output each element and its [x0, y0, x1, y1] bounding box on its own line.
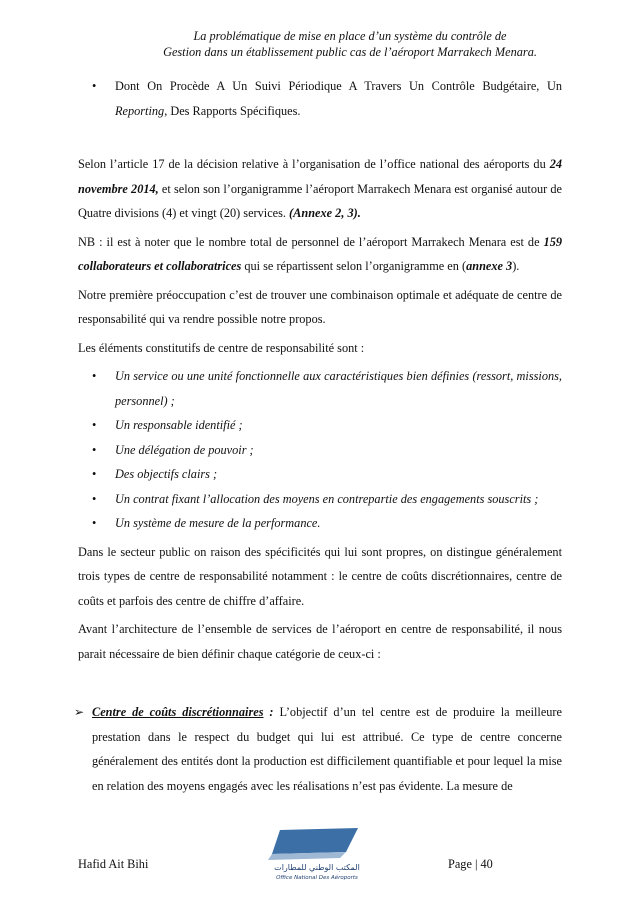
paragraph-architecture: Avant l’architecture de l’ensemble de services de l’aéroport en centre de responsabilité, il nous parait nécessaire de bien définir chaque catégorie de ceux-ci : — [78, 622, 562, 661]
elements-bullet-list — [78, 364, 562, 536]
bullet-icon: • — [92, 467, 97, 481]
footer-author: Hafid Ait Bihi — [78, 857, 149, 871]
list-item: • Un responsable identifié ; — [78, 413, 562, 438]
svg-text:المكتب الوطني للمطارات: المكتب الوطني للمطارات — [274, 863, 360, 872]
header-line-1: La problématique de mise en place d’un système du contrôle de — [193, 29, 507, 43]
list-item: • Un système de mesure de la performance. — [78, 511, 562, 536]
paragraph-nb: NB : il est à noter que le nombre total de personnel de l’aéroport Marrakech Menara est de 159 collaborateurs et collaboratrices qui se répartissent selon l’organigramme en (annexe 3). — [78, 234, 562, 273]
header-line-2: Gestion dans un établissement public cas de l’aéroport Marrakech Menara. — [163, 45, 537, 59]
paragraph-public-sector: Dans le secteur public on raison des spécificités qui lui sont propres, on distingue généralement trois types de centre de responsabilité notamment : le centre de coûts discrétionnaires, centre de coûts et parfois des centre de chiffre d’affaire. — [78, 544, 562, 608]
list-item: • Des objectifs clairs ; — [78, 462, 562, 487]
bullet-icon: • — [92, 516, 97, 530]
bullet-icon: • — [92, 79, 97, 93]
onda-logo-icon — [262, 826, 372, 882]
bullet-icon: • — [92, 491, 97, 506]
paragraph-elements: Les éléments constitutifs de centre de responsabilité sont : — [78, 340, 365, 355]
arrow-icon: ➢ — [74, 705, 85, 719]
list-item: • Dont On Procède A Un Suivi Périodique A Travers Un Contrôle Budgétaire, Un Reporting, Des Rapports Spécifiques. — [78, 74, 562, 123]
page-content — [74, 74, 563, 798]
paragraph-article-17: Selon l’article 17 de la décision relative à l’organisation de l’office national des aéroports du 24 novembre 2014, et selon son l’organigramme l’aéroport Marrakech Menara est organisé autour de Quatre divisions (4) et vingt (20) services. (Annexe 2, 3). — [78, 157, 563, 220]
svg-text:Office National Des Aéroports: Office National Des Aéroports — [276, 875, 358, 881]
bullet-icon: • — [92, 418, 97, 432]
arrow-item-discretionary: ➢ Centre de coûts discrétionnaires : L’objectif d’un tel centre est de produire la meilleure prestation dans le respect du budget qui lui est attribué. Ce type de centre concerne généralement des entités dont la production est difficilement quantifiable et pour lequel la mise en relation des moyens engagés avec les réalisations n’est pas évidente. La mesure de — [78, 700, 562, 798]
footer-page-number: Page | 40 — [448, 857, 493, 871]
top-bullet-list — [78, 74, 562, 123]
page-header — [150, 28, 550, 60]
paragraph-preoccupation: Notre première préoccupation c’est de trouver une combinaison optimale et adéquate de centre de responsabilité qui va rendre possible notre propos. — [78, 287, 562, 326]
list-item: • Une délégation de pouvoir ; — [78, 438, 562, 463]
bullet-icon: • — [92, 442, 97, 457]
list-item: • Un service ou une unité fonctionnelle aux caractéristiques bien définies (ressort, missions, personnel) ; — [78, 364, 562, 413]
bullet-icon: • — [92, 369, 97, 383]
term-discretionary-cost-center: Centre de coûts discrétionnaires — [92, 705, 264, 719]
list-item: • Un contrat fixant l’allocation des moyens en contrepartie des engagements souscrits ; — [78, 487, 562, 512]
